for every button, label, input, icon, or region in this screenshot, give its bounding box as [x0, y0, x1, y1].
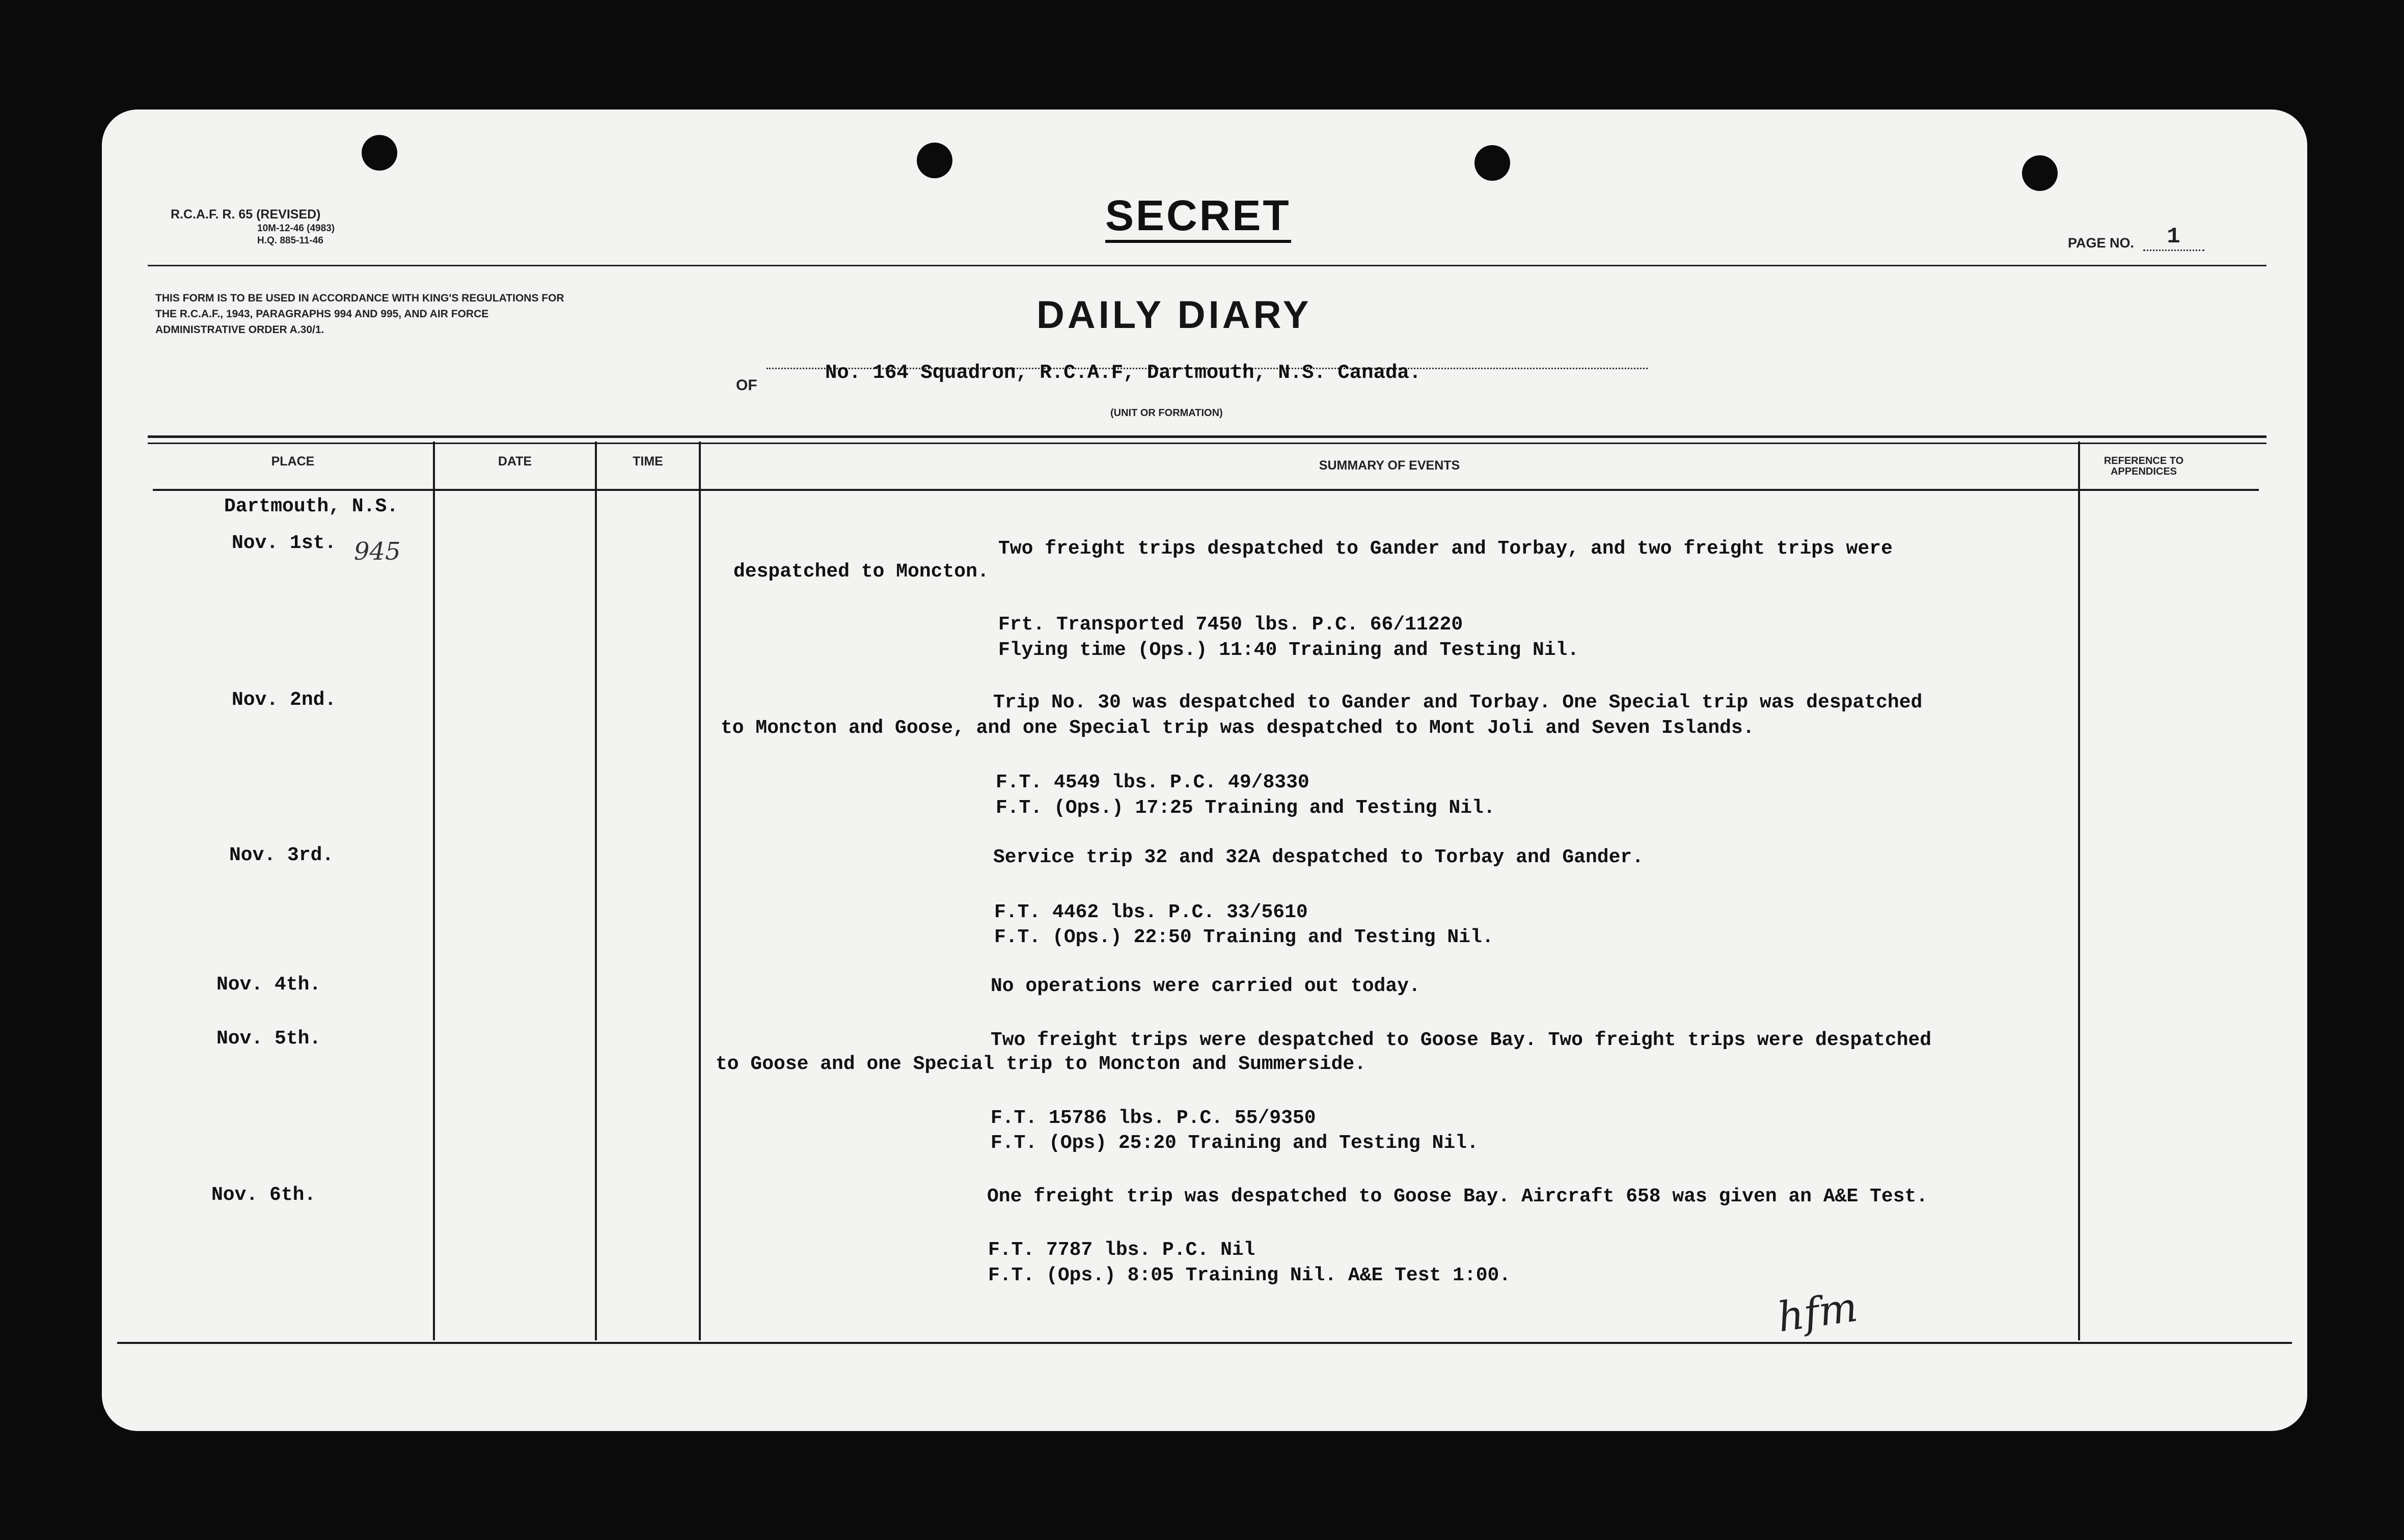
- diary-page: [102, 109, 2307, 1431]
- entry-summary-line: to Moncton and Goose, and one Special trip was despatched to Mont Joli and Seven Islands.: [721, 717, 1755, 739]
- table-top-rule: [148, 443, 2266, 444]
- form-code: R.C.A.F. R. 65 (REVISED): [171, 207, 321, 222]
- entry-stats-line: F.T. 4549 lbs. P.C. 49/8330: [996, 772, 1309, 793]
- entry-date: Nov. 3rd.: [229, 844, 334, 866]
- entry-summary-line: One freight trip was despatched to Goose Bay. Aircraft 658 was given an A&E Test.: [987, 1186, 1928, 1207]
- entry-stats-line: Frt. Transported 7450 lbs. P.C. 66/11220: [998, 614, 1463, 636]
- reference-header-line-2: APPENDICES: [2110, 466, 2177, 477]
- entry-date: Nov. 5th.: [216, 1028, 321, 1050]
- entry-stats-line: Flying time (Ops.) 11:40 Training and Testing Nil.: [998, 639, 1579, 661]
- handwritten-annotation: 945: [354, 537, 401, 566]
- column-header-reference: [2080, 456, 2207, 477]
- print-line-2: H.Q. 885-11-46: [257, 235, 323, 246]
- table-top-rule: [148, 435, 2266, 438]
- unit-name: No. 164 Squadron, R.C.A.F, Dartmouth, N.S. Canada.: [825, 362, 1422, 384]
- reference-header-line-1: REFERENCE TO: [2104, 455, 2184, 466]
- entry-summary-line: No operations were carried out today.: [991, 975, 1420, 997]
- entry-stats-line: F.T. 4462 lbs. P.C. 33/5610: [994, 901, 1308, 923]
- entry-summary-line: to Goose and one Special trip to Moncton and Summerside.: [716, 1053, 1367, 1075]
- classification-heading: SECRET: [1105, 191, 1291, 243]
- entry-date: Nov. 6th.: [211, 1184, 316, 1206]
- unit-of-label: OF: [736, 377, 757, 394]
- punch-hole: [362, 135, 397, 171]
- entry-stats-line: F.T. (Ops.) 17:25 Training and Testing Nil.: [996, 797, 1495, 819]
- entry-date: Nov. 4th.: [216, 974, 321, 996]
- header-divider: [148, 265, 2266, 266]
- punch-hole: [1474, 145, 1510, 181]
- handwritten-signature: hfm: [1774, 1283, 1861, 1341]
- entry-summary-line: Two freight trips despatched to Gander and Torbay, and two freight trips were: [998, 538, 1893, 560]
- entry-summary-line: despatched to Moncton.: [733, 561, 989, 583]
- entry-summary-line: Trip No. 30 was despatched to Gander and Torbay. One Special trip was despatched: [993, 692, 1923, 713]
- column-divider: [699, 442, 701, 1340]
- place-location: Dartmouth, N.S.: [224, 496, 399, 517]
- column-divider: [595, 442, 597, 1340]
- column-header-summary: SUMMARY OF EVENTS: [1319, 458, 1460, 473]
- entry-summary-line: Service trip 32 and 32A despatched to Torbay and Gander.: [993, 846, 1644, 868]
- column-divider: [433, 442, 435, 1340]
- entry-date: Nov. 2nd.: [232, 689, 337, 711]
- entry-stats-line: F.T. (Ops) 25:20 Training and Testing Nil.: [991, 1132, 1479, 1154]
- column-header-place: PLACE: [271, 454, 315, 469]
- page-number-field: [2068, 224, 2204, 256]
- page-number-value: 1: [2143, 224, 2204, 251]
- entry-stats-line: F.T. (Ops.) 22:50 Training and Testing Nil.: [994, 926, 1494, 948]
- table-header-rule: [153, 489, 2259, 491]
- unit-caption: (UNIT OR FORMATION): [1110, 407, 1223, 419]
- entry-date: Nov. 1st.: [232, 532, 337, 554]
- entry-summary-line: Two freight trips were despatched to Goose Bay. Two freight trips were despatched: [991, 1029, 1932, 1051]
- column-divider: [2078, 442, 2080, 1340]
- form-code-block: [171, 206, 335, 247]
- entry-stats-line: F.T. 7787 lbs. P.C. Nil: [988, 1239, 1255, 1261]
- entry-stats-line: F.T. 15786 lbs. P.C. 55/9350: [991, 1107, 1316, 1129]
- page-title: DAILY DIARY: [1036, 293, 1312, 337]
- table-bottom-rule: [117, 1342, 2292, 1344]
- entry-stats-line: F.T. (Ops.) 8:05 Training Nil. A&E Test 1:00.: [988, 1264, 1511, 1286]
- form-notice: THIS FORM IS TO BE USED IN ACCORDANCE WITH KING'S REGULATIONS FOR THE R.C.A.F., 1943, PARAGRAPHS 994 AND 995, AND AIR FORCE ADMINISTRATIVE ORDER A.30/1.: [155, 292, 564, 336]
- print-line-1: 10M-12-46 (4983): [257, 223, 335, 234]
- column-header-date: DATE: [498, 454, 532, 469]
- column-header-time: TIME: [633, 454, 663, 469]
- punch-hole: [917, 143, 952, 178]
- punch-hole: [2022, 155, 2058, 191]
- page-number-label: PAGE NO.: [2068, 235, 2135, 251]
